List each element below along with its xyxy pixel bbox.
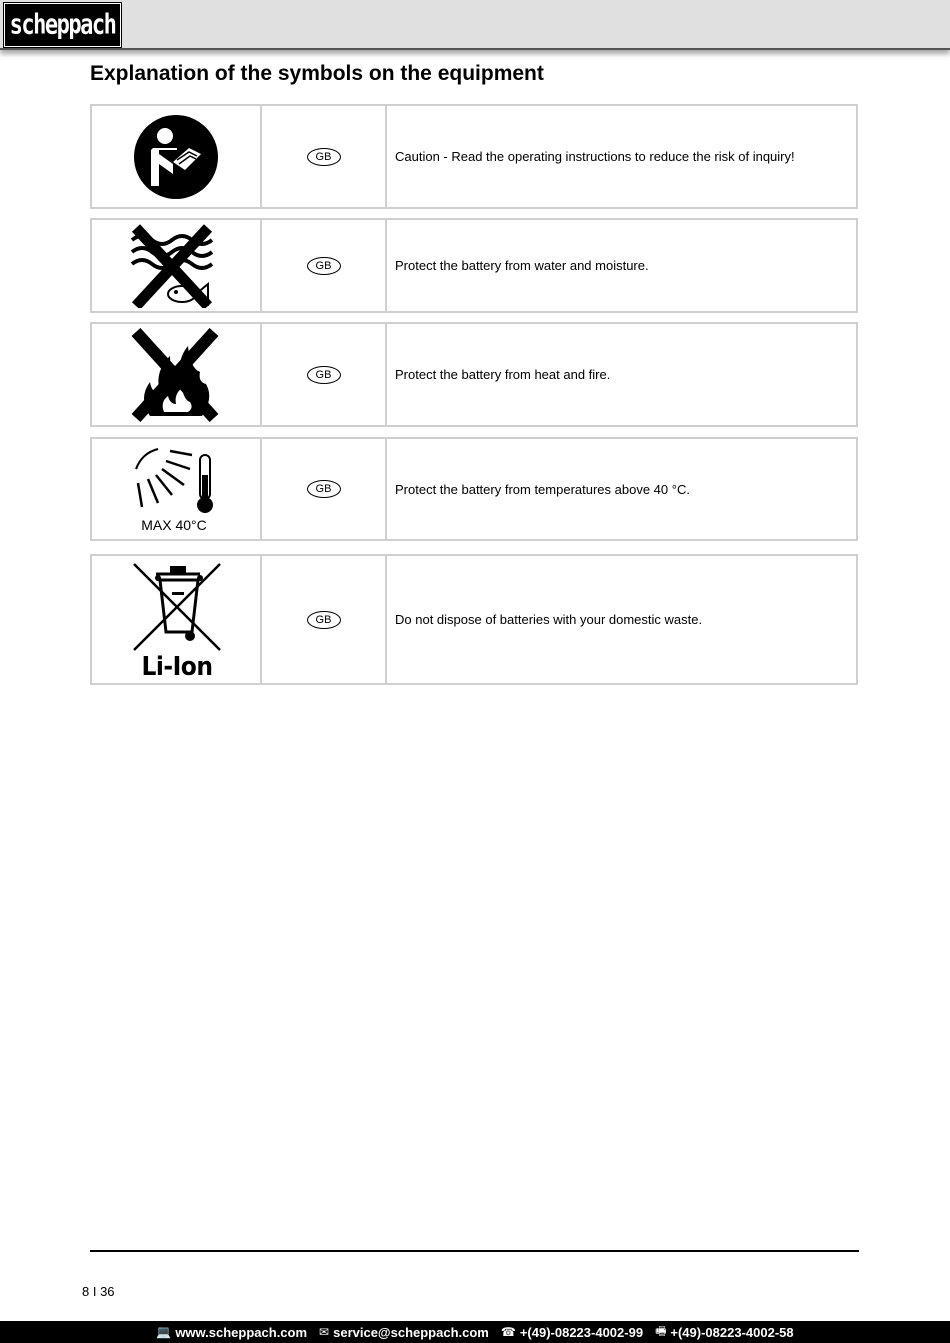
language-cell [262,556,387,683]
symbol-description: Protect the battery from temperatures above 40 °C. [395,481,690,497]
logo-text: scheppach [9,9,116,41]
gb-language-badge: GB [307,611,341,629]
gb-language-badge: GB [307,148,341,166]
symbol-icon-cell [92,106,262,207]
language-cell [262,324,387,425]
website-contact[interactable] [156,1325,307,1340]
computer-icon: 💻 [156,1325,172,1339]
symbol-description: Caution - Read the operating instructions to reduce the risk of inquiry! [395,149,795,164]
phone-contact [501,1325,643,1340]
symbol-row-no-water [90,218,858,313]
mail-icon: ✉ [319,1325,330,1339]
email-contact[interactable] [319,1325,489,1340]
symbol-icon-cell [92,556,262,683]
read-manual-icon [133,114,219,200]
phone-number: +(49)-08223-4002-99 [519,1324,644,1340]
symbol-description: Do not dispose of batteries with your domestic waste. [395,612,703,627]
language-cell [262,439,387,539]
email-link[interactable]: service@scheppach.com [333,1324,489,1340]
header-bar [0,0,950,50]
symbol-row-no-household-waste [90,554,858,685]
page-title: Explanation of the symbols on the equipment [90,62,544,85]
symbol-description: Protect the battery from water and moisture. [395,258,649,273]
max-temperature-caption: MAX 40°C [141,517,207,533]
gb-language-badge: GB [307,257,341,275]
phone-icon: ☎ [500,1325,516,1339]
no-fire-icon [130,328,222,422]
no-household-waste-icon [132,562,224,652]
li-ion-caption: Li-Ion [141,652,213,682]
gb-language-badge: GB [307,480,341,498]
website-link[interactable]: www.scheppach.com [175,1324,308,1340]
language-cell [262,106,387,207]
language-cell [262,220,387,311]
symbol-icon-cell [92,324,262,425]
contact-bar [0,1321,950,1343]
symbol-row-max-temperature [90,437,858,541]
page-number: 8 I 36 [82,1284,115,1299]
symbol-row-read-manual [90,104,858,209]
max-temperature-icon [132,445,218,517]
fax-contact [655,1322,794,1343]
symbol-icon-cell [92,439,262,539]
footer-divider [90,1250,859,1252]
symbol-row-no-fire [90,322,858,427]
fax-icon: 🖷 [655,1323,667,1338]
gb-language-badge: GB [307,366,341,384]
no-water-icon [130,224,222,308]
fax-number: +(49)-08223-4002-58 [670,1324,794,1340]
scheppach-logo[interactable] [4,3,121,47]
symbol-description: Protect the battery from heat and fire. [395,367,611,382]
symbol-icon-cell [92,220,262,311]
